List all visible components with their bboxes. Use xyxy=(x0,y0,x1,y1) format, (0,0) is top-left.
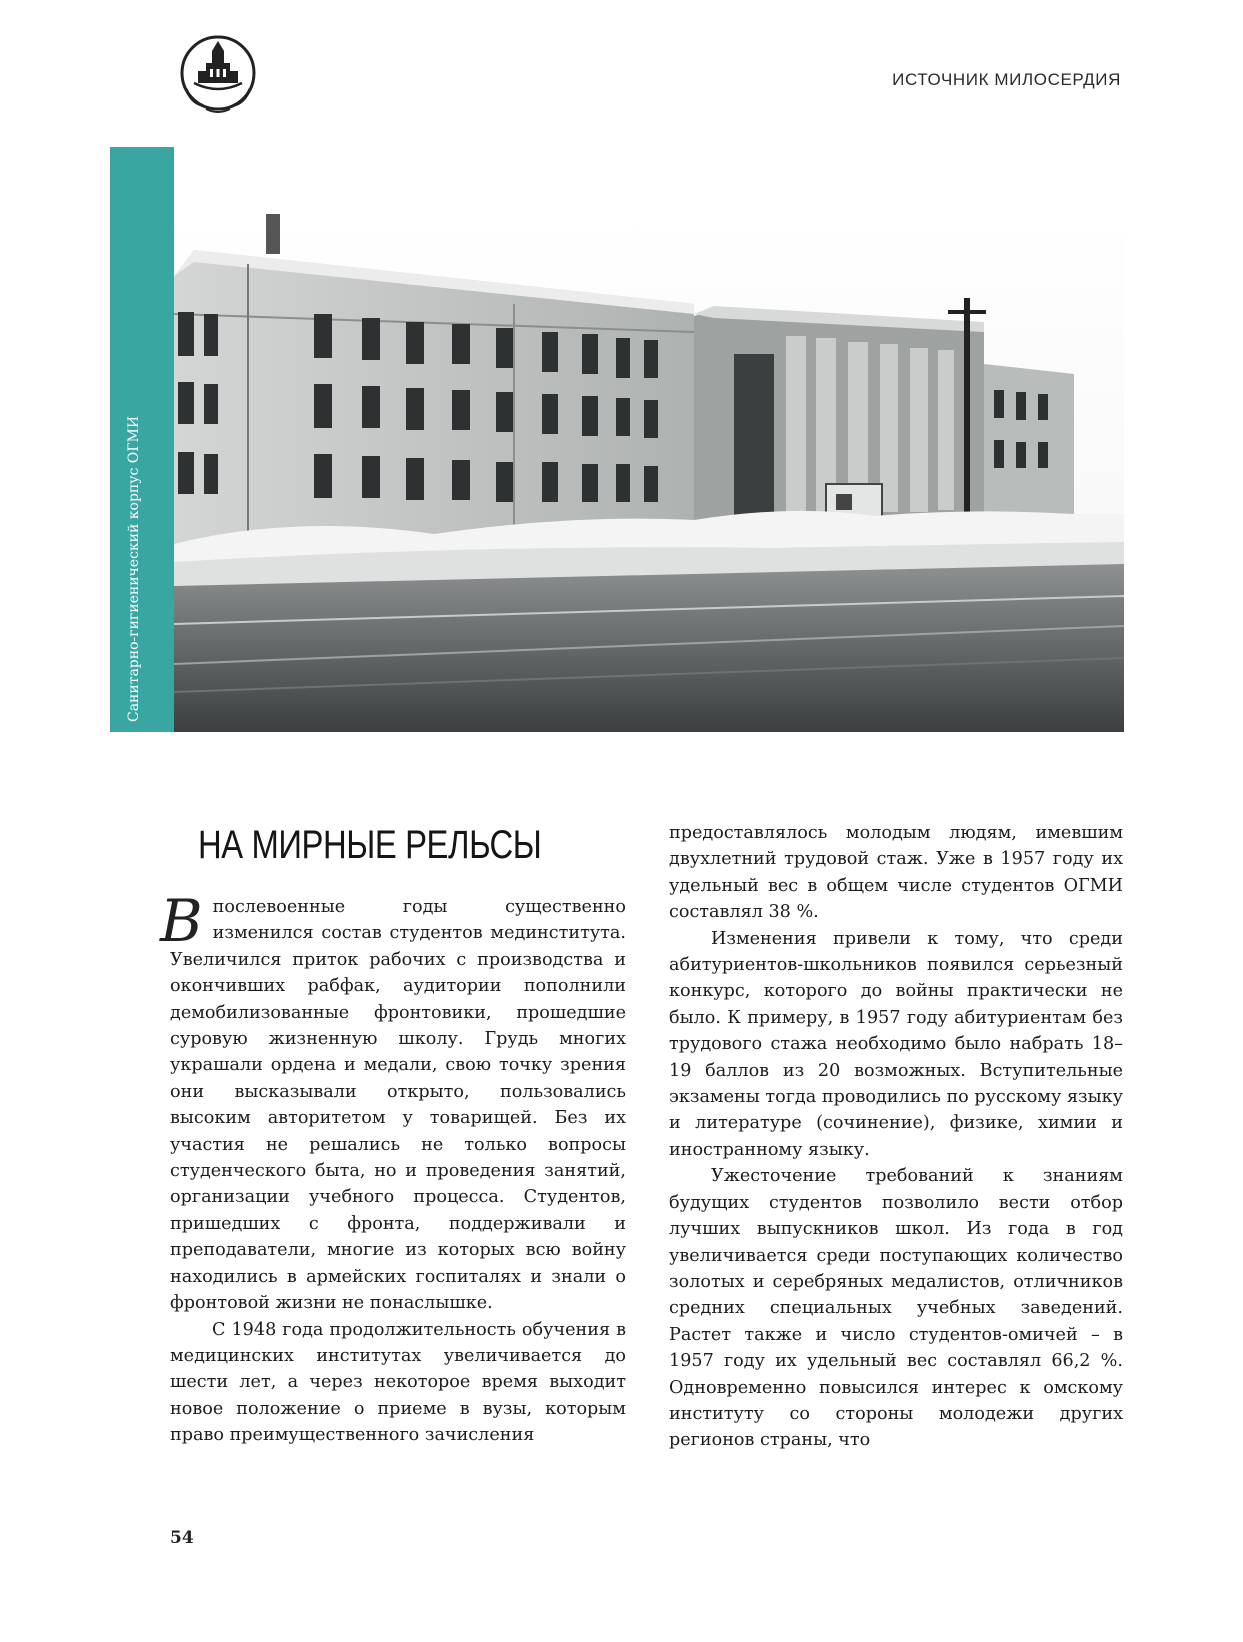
article-title: НА МИРНЫЕ РЕЛЬСЫ xyxy=(198,823,542,867)
paragraph: С 1948 года продолжительность обучения в медицинских институтах увеличивается до шести лет, а через некоторое время выходит новое положение о приеме в вузы, которым право преимущественного зачисления xyxy=(170,1319,626,1446)
page-number: 54 xyxy=(170,1528,194,1548)
photo-caption xyxy=(110,147,174,732)
article-column-left xyxy=(160,887,626,1449)
drop-cap: В xyxy=(160,887,203,955)
photo-caption-text: Санитарно-гигиенический корпус ОГМИ xyxy=(126,415,142,722)
paragraph: Изменения привели к тому, что среди абитуриентов-школьников появился серьезный конкурс, которого до войны практически не было. К примеру, в 1957 году абитуриентам без трудового стажа необходимо было набрать 18–19 баллов из 20 возможных. Вступительные экзамены тогда проводились по русскому языку и литературе (сочинение), физике, химии и иностранному языку. xyxy=(669,928,1123,1160)
paragraph: Ужесточение требований к знаниям будущих студентов позволило вести отбор лучших выпускников школ. Из года в год увеличивается среди поступающих количество золотых и серебряных медалистов, отличников средних специальных учебных заведений. Растет также и число студентов-омичей – в 1957 году их удельный вес составлял 66,2 %. Одновременно повысился интерес к омскому институту со стороны молодежи других регионов страны, что xyxy=(669,1166,1123,1451)
building-photo xyxy=(174,214,1124,732)
running-title: ИСТОЧНИК МИЛОСЕРДИЯ xyxy=(892,70,1121,89)
article-column-right xyxy=(669,820,1123,1454)
academy-emblem-icon xyxy=(172,33,264,123)
paragraph: предоставлялось молодым людям, имевшим двухлетний трудовой стаж. Уже в 1957 году их удельный вес в общем числе студентов ОГМИ составлял 38 %. xyxy=(669,823,1123,923)
paragraph: Впослевоенные годы существенно изменился состав студентов мединститута. Увеличился приток рабочих с производства и окончивших рабфак, аудитории пополнили демобилизованные фронтовики, прошедшие суровую жизненную школу. Грудь многих украшали ордена и медали, свою точку зрения они высказывали открыто, пользовались высоким авторитетом у товарищей. Без их участия не решались не только вопросы студенческого быта, но и проведения занятий, организации учебного процесса. Студентов, пришедших с фронта, поддерживали и преподаватели, многие из которых всю войну находились в армейских госпиталях и знали о фронтовой жизни не понаслышке. xyxy=(160,887,626,1314)
